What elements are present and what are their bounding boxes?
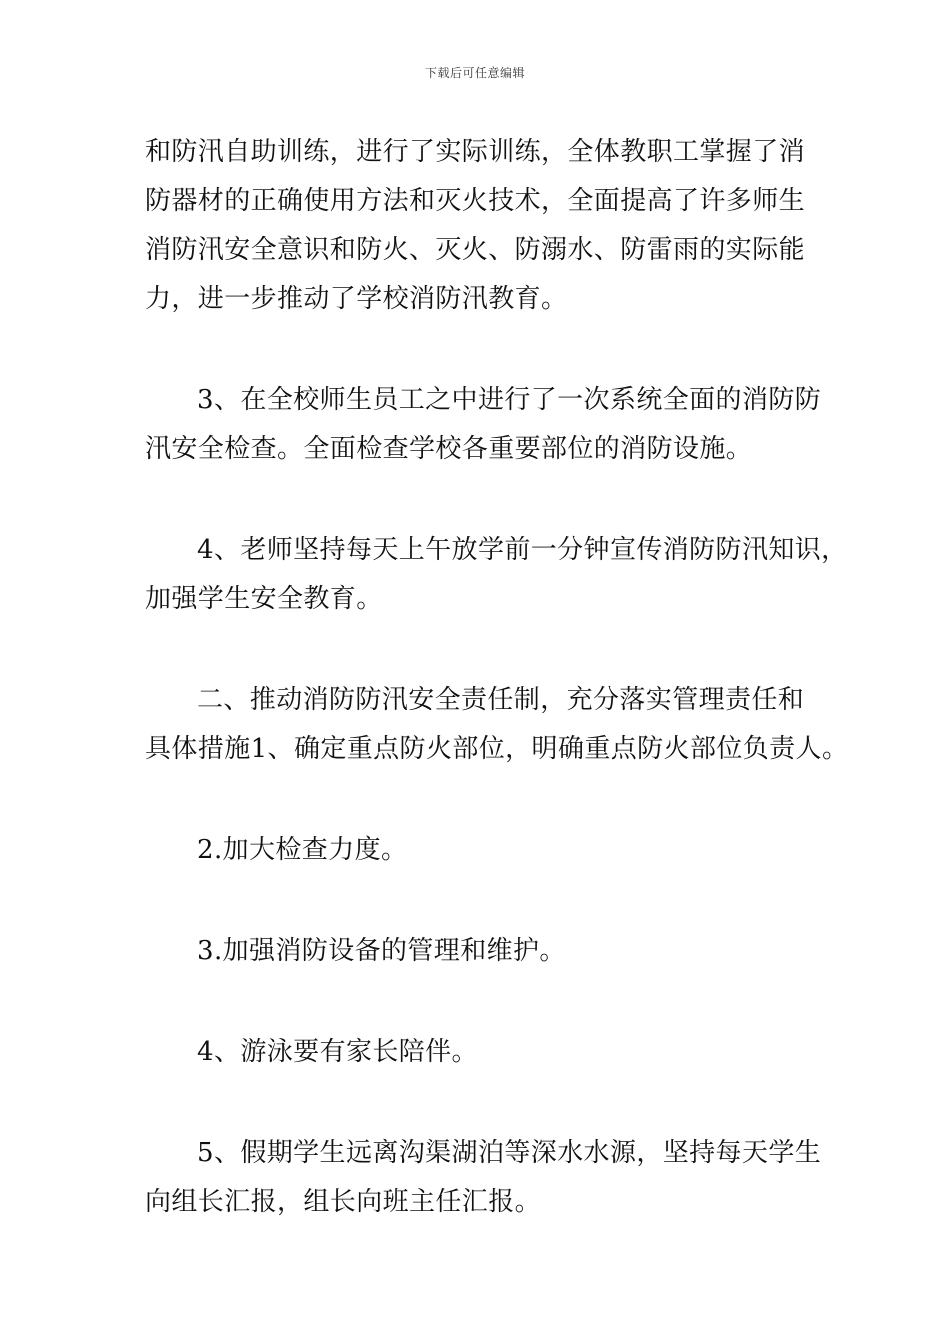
text-line: 防器材的正确使用方法和灭火技术，全面提高了许多师生: [145, 186, 806, 216]
text-line: 4、游泳要有家长陪伴。: [197, 1037, 478, 1067]
document-body: [145, 128, 849, 1227]
paragraph-gap: [145, 875, 825, 927]
page-header-note: 下载后可任意编辑: [424, 66, 525, 80]
text-line: 具体措施1、确定重点防火部位，明确重点防火部位负责人。: [145, 734, 849, 764]
paragraph-item-3-inspection: [145, 376, 825, 474]
text-line: 消防汛安全意识和防火、灭火、防溺水、防雷雨的实际能: [145, 235, 806, 265]
text-line: 和防汛自助训练，进行了实际训练，全体教职工掌握了消: [145, 137, 806, 167]
paragraph-gap: [145, 1077, 825, 1129]
text-line: 汛安全检查。全面检查学校各重要部位的消防设施。: [145, 434, 753, 464]
paragraph-item-2-inspection: [145, 826, 825, 875]
text-line: 5、假期学生远离沟渠湖泊等深水水源，坚持每天学生: [197, 1138, 822, 1168]
paragraph-item-4-swimming: [145, 1028, 825, 1077]
text-line: 3.加强消防设备的管理和维护。: [197, 936, 566, 966]
paragraph-gap: [145, 774, 825, 826]
paragraph-item-3-equipment: [145, 927, 825, 976]
text-line: 4、老师坚持每天上午放学前一分钟宣传消防防汛知识，: [197, 535, 848, 565]
text-line: 加强学生安全教育。: [145, 584, 383, 614]
paragraph-section-2-heading: [145, 676, 849, 774]
text-line: 二、推动消防防汛安全责任制，充分落实管理责任和: [197, 685, 805, 715]
paragraph-item-5-water-safety: [145, 1129, 825, 1227]
text-line: 向组长汇报，组长向班主任汇报。: [145, 1187, 542, 1217]
text-line: 3、在全校师生员工之中进行了一次系统全面的消防防: [197, 385, 822, 415]
text-line: 力，进一步推动了学校消防汛教育。: [145, 284, 568, 314]
paragraph-gap: [145, 976, 825, 1028]
paragraph-item-4-publicity: [145, 526, 848, 624]
paragraph-gap: [145, 474, 825, 526]
paragraph-gap: [145, 324, 825, 376]
paragraph-gap: [145, 624, 825, 676]
text-line: 2.加大检查力度。: [197, 835, 408, 865]
paragraph-training-summary: [145, 128, 825, 324]
